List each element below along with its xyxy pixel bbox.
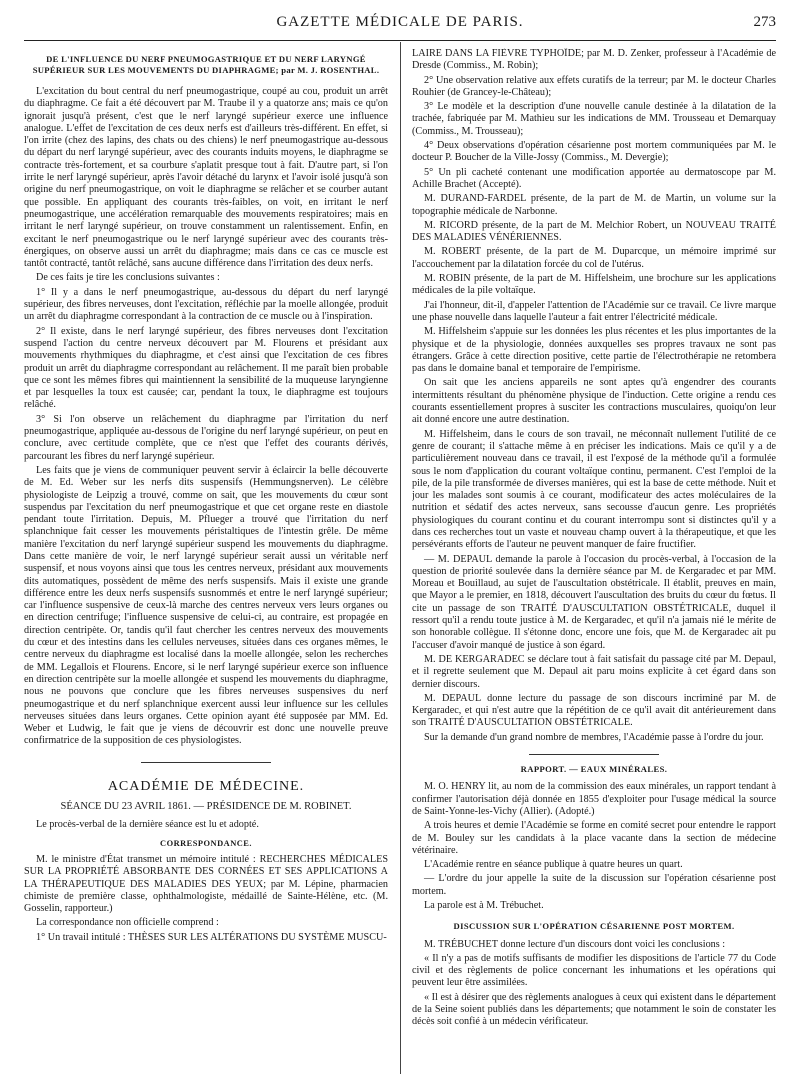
article-title: DE L'INFLUENCE DU NERF PNEUMOGASTRIQUE ET DU NERF LARYNGÉ SUPÉRIEUR SUR LES MOUVEMENTS DU DIAPHRAGME; par M. J. ROSENTHAL. [32, 54, 380, 75]
paragraph: — M. DEPAUL demande la parole à l'occasion du procès-verbal, à l'occasion de la question de priorité soulevée dans la dernière séance par M. de Kergaradec et par MM. Moreau et Bouillaud, au sujet de l'auscultation obstétricale. Il établit, preuves en main, que Mayor a le premier, en 1818, découvert l'auscultation des bruits du cœur du fœtus. Il cite un passage de son TRAITÉ D'AUSCULTATION OBSTÉTRICALE, duquel il ressort qu'il a rendu toute justice à M. de Kergaradec, et qu'il n'a jamais nié le mérite de son honorable collègue. Il s'étonne donc, encore une fois, que M. de Kergaradec ait pu l'accuser d'avoir manqué de justice à son égard. [412, 553, 776, 651]
seance-heading: SÉANCE DU 23 AVRIL 1861. — PRÉSIDENCE DE M. ROBINET. [60, 801, 352, 813]
paragraph: J'ai l'honneur, dit-il, d'appeler l'attention de l'Académie sur ce travail. Ce livre marque une phase nouvelle dans laquelle l'auteur a fait entrer l'électricité médicale. [412, 299, 776, 323]
paragraph: « Il n'y a pas de motifs suffisants de modifier les dispositions de l'article 77 du Code civil et des règlements de police concernant les inhumations et les opérations qui peuvent leur être assimilées. [412, 952, 776, 989]
paragraph: 4° Deux observations d'opération césarienne post mortem communiquées par M. le docteur P. Boucher de la Ville-Jossy (Commiss., M. Devergie); [412, 140, 776, 164]
paragraph: La correspondance non officielle comprend : [36, 917, 219, 929]
paragraph: La parole est à M. Trébuchet. [424, 900, 544, 911]
paragraph: Les faits que je viens de communiquer peuvent servir à éclaircir la belle découverte de M. Ed. Weber sur les nerfs dits suspensifs (Hemmungsnerven). Le célèbre physiologiste de Leipzig a trouvé, comme on sait, que les mouvements du cœur sont suspendus par l'excitation du nerf pneumogastrique et que cet organe reste en diastole pendant toute l'irritation. Depuis, M. Pflueger a trouvé que l'irritation du nerf splanchnique fait cesser les mouvements péristaltiques de l'intestin grêle. De même manière l'excitation du nerf laryngé supérieur suspend les mouvements du diaphragme. Dans cette manière de voir, le nerf laryngé supérieur serait aussi un véritable nerf suspensif, et nous voyons ainsi que tous les centres nerveux, présidant aux mouvements dits automatiques, possèdent de même des nerfs suspensifs. Mais il existe une grande différence entre les deux nerfs suspensifs susnommés et entre le nerf laryngé supérieur; car l'influence suspensive de ceux-là marche des centres nerveux vers leurs organes ou en direction centrifuge; l'influence suspensive de celui-ci, au contraire, est propagée en direction centripète. Or, tandis qu'il faut chercher les centres nerveux des mouvements du cœur et des intestins dans les cellules nerveuses, situées dans ces organes mêmes, le centre nerveux du diaphragme est localisé dans la moelle allongée, selon les recherches de MM. Legallois et Flourens. Encore, si le nerf laryngé supérieur exerce son influence en direction centripète sur la moelle allongée et suspend les mouvements du diaphragme, nous ne pouvons que conclure que les fibres nerveuses suspensives du nerf pneumogastrique et du nerf splanchnique exercent aussi leur influence sur les cellules nerveuses situées dans leurs organes. Cette opinion ayant été supposée par MM. Ed. Weber et Ludwig, le fait que je viens de découvrir est donc une nouvelle preuve confirmatrice de la supposition de ces physiologistes. [24, 464, 388, 747]
paragraph: M. DE KERGARADEC se déclare tout à fait satisfait du passage cité par M. Depaul, et il regrette seulement que M. Depaul ait paru moins explicite à cet égard dans son dernier discours. [412, 653, 776, 690]
paragraph: LAIRE DANS LA FIÈVRE TYPHOÏDE; par M. D. Zenker, professeur à l'Académie de Dresde (Commiss., M. Robin); [412, 48, 776, 72]
section-rule [141, 762, 271, 763]
journal-title: GAZETTE MÉDICALE DE PARIS. [276, 14, 524, 30]
paragraph: 2° Il existe, dans le nerf laryngé supérieur, des fibres nerveuses dont l'excitation suspend l'action du centre nerveux découvert par M. Flourens et présidant aux mouvements rhythmiques du diaphragme, et c'est ainsi que l'excitation de ces fibres produit un arrêt du diaphragme correspondant au relâchement. Il me paraît bien probable que ce sont les mêmes fibres qui maintiennent la sensibilité de la muqueuse laryngienne et par lesquelles la toux est causée; car, pendant la toux, le diaphragme est toujours relâché. [24, 325, 388, 411]
paragraph: M. ROBIN présente, de la part de M. Hiffelsheim, une brochure sur les applications médicales de la pile voltaïque. [412, 273, 776, 297]
column-divider [400, 42, 401, 1074]
paragraph: 1° Il y a dans le nerf pneumogastrique, au-dessous du départ du nerf laryngé supérieur, des fibres nerveuses, dont l'excitation, réfléchie par la moelle allongée, produit un arrêt du diaphragme correspondant à la contraction de ce muscle ou à l'inspiration. [24, 286, 388, 323]
discussion-heading: DISCUSSION SUR L'OPÉRATION CÉSARIENNE POST MORTEM. [453, 921, 735, 932]
running-header [24, 14, 776, 38]
paragraph: 3° Le modèle et la description d'une nouvelle canule destinée à la dilatation de la trachée, fabriquée par M. Mathieu sur les indications de MM. Trousseau et Demarquay (Commiss., M. Trousseau); [412, 101, 776, 137]
paragraph: M. Hiffelsheim s'appuie sur les données les plus récentes et les plus importantes de la physique et de la physiologie, données auxquelles ses propres travaux ne sont pas étrangers. Grâce à cette direction positive, cette partie de l'électrothérapie ne retombera pas dans le domaine banal et temporaire de l'empirisme. [412, 326, 776, 375]
paragraph: On sait que les anciens appareils ne sont aptes qu'à engendrer des courants intermittents résultant du phénomène physique de l'induction. Cette origine a rendu ces courants essentiellement propres à susciter les contractions musculaires, quoiqu'on leur ait donné encore une autre destination. [412, 377, 776, 426]
rapport-heading: RAPPORT. — EAUX MINÉRALES. [520, 764, 668, 775]
paragraph: L'Académie rentre en séance publique à quatre heures un quart. [424, 859, 683, 871]
header-rule [24, 40, 776, 41]
correspondance-heading: CORRESPONDANCE. [160, 838, 252, 848]
paragraph: 3° Si l'on observe un relâchement du diaphragme par l'irritation du nerf pneumogastrique, appliquée au-dessous de l'origine du nerf laryngé supérieur, on peut en conclure, avec certitude complète, que ce n'est que l'effet des courants dérivés, parcourant les fibres du nerf laryngé supérieur. [24, 413, 388, 462]
paragraph: M. O. HENRY lit, au nom de la commission des eaux minérales, un rapport tendant à confirmer l'autorisation déjà donnée en 1855 d'exploiter pour l'usage médical la source de Saint-Yonne-les-Vichy (Allier). (Adopté.) [412, 781, 776, 817]
paragraph: Sur la demande d'un grand nombre de membres, l'Académie passe à l'ordre du jour. [424, 731, 764, 743]
right-column [412, 48, 776, 1074]
paragraph: De ces faits je tire les conclusions suivantes : [36, 272, 220, 284]
left-column [24, 48, 388, 1074]
section-rule [529, 754, 659, 755]
paragraph: M. DEPAUL donne lecture du passage de son discours incriminé par M. de Kergaradec, et qui n'est autre que la répétition de ce qu'il avait dit antérieurement dans son TRAITÉ D'AUSCULTATION OBSTÉTRICALE. [412, 692, 776, 729]
paragraph: « Il est à désirer que des règlements analogues à ceux qui existent dans le département de la Seine soient publiés dans les départements; que notamment le soin de constater les décès soit confié à un médecin vérificateur. [412, 991, 776, 1028]
paragraph: 5° Un pli cacheté contenant une modification apportée au dermatoscope par M. Achille Brachet (Accepté). [412, 166, 776, 190]
paragraph: A trois heures et demie l'Académie se forme en comité secret pour entendre le rapport de M. Bouley sur les candidats à la place vacante dans la section de médecine vétérinaire. [412, 820, 776, 856]
paragraph: M. TRÉBUCHET donne lecture d'un discours dont voici les conclusions : [424, 938, 726, 950]
paragraph: M. Hiffelsheim, dans le cours de son travail, ne méconnaît nullement l'utilité de ce genre de courant; il s'attache même à en préciser les indications. Mais ce qu'il y a de particulièrement nouveau dans ce travail, il est l'exposé de la méthode qu'il a formulée sous le nom d'application du courant voltaïque continu, permanent. C'est l'emploi de la pile, de la pile transformée de diverses manières, qui est la base de cette méthode. Nuit et jour les malades sont soumis à ce courant, modificateur des actes moléculaires de la nutrition et sédatif des actes nerveux, sans secousse d'aucun genre. Les propriétés physiologiques du courant continu et du courant interrompu sont si distinctes qu'il y a dans ces recherches tout un vaste et nouveau champ ouvert à la thérapeutique, et que les persévérants efforts de l'auteur ne peuvent manquer de faire fructifier. [412, 428, 776, 551]
paragraph: M. ROBERT présente, de la part de M. Duparcque, un mémoire imprimé sur l'accouchement par la dilatation forcée du col de l'utérus. [412, 246, 776, 270]
proces-verbal: Le procès-verbal de la dernière séance est lu et adopté. [36, 819, 259, 831]
paragraph: M. RICORD présente, de la part de M. Melchior Robert, un NOUVEAU TRAITÉ DES MALADIES VÉNÉRIENNES. [412, 219, 776, 244]
paragraph: 2° Une observation relative aux effets curatifs de la terreur; par M. le docteur Charles Rouhier (de Grancey-le-Château); [412, 74, 776, 98]
paragraph: M. DURAND-FARDEL présente, de la part de M. de Martin, un volume sur la topographie médicale de Narbonne. [412, 193, 776, 217]
page-number: 273 [753, 14, 776, 30]
paragraph: 1° Un travail intitulé : THÈSES SUR LES ALTÉRATIONS DU SYSTÈME MUSCU- [36, 931, 387, 943]
paragraph: M. le ministre d'État transmet un mémoire intitulé : RECHERCHES MÉDICALES SUR LA PROPRIÉTÉ ABSORBANTE DES CORNÉES ET SES APPLICATIONS A LA THÉRAPEUTIQUE DES MALADIES DES YEUX; par M. Lépine, pharmacien chimiste de première classe, ophthalmologiste, médaillé de Sainte-Hélène, etc. (M. Gosselin, rapporteur.) [24, 853, 388, 915]
academie-heading: ACADÉMIE DE MÉDECINE. [107, 778, 305, 794]
paragraph: — L'ordre du jour appelle la suite de la discussion sur l'opération césarienne post mortem. [412, 873, 776, 897]
paragraph: L'excitation du bout central du nerf pneumogastrique, coupé au cou, produit un arrêt du diaphragme. Ce fait a été découvert par M. Traube il y a quatorze ans; mais ce qu'on ignorait jusqu'à présent, c'est que le nerf laryngé supérieur exerce une influence analogue. L'effet de l'excitation de ces deux nerfs est d'ailleurs très-différent. En effet, si l'on irrite (chez des lapins, des chats ou des chiens) le nerf pneumogastrique au-dessous du départ du nerf laryngé supérieur, avec des courants induits moyens, le diaphragme se contracte très-fortement, et sa courbure s'aplatit presque tout à fait. D'autre part, si l'on irrite le nerf laryngé supérieur, après l'avoir détaché du larynx et l'avoir isolé jusqu'à son origine du nerf pneumogastrique, on voit le diaphragme se relâcher et se courber autant que possible. En appliquant des courants très-faibles, on voit, en irritant le nerf pneumogastrique, une accélération remarquable des mouvements respiratoires; mais en irritant le nerf laryngé supérieur, on trouve constamment un ralentissement. Enfin, en excitant le nerf pneumogastrique ou le nerf laryngé supérieur avec des courants très-énergiques, on observe aussi un arrêt du diaphragme; mais dans ce cas ce muscle est tantôt contracté, tantôt relâché, sans aucune différence dans l'irritation des deux nerfs. [24, 86, 388, 270]
